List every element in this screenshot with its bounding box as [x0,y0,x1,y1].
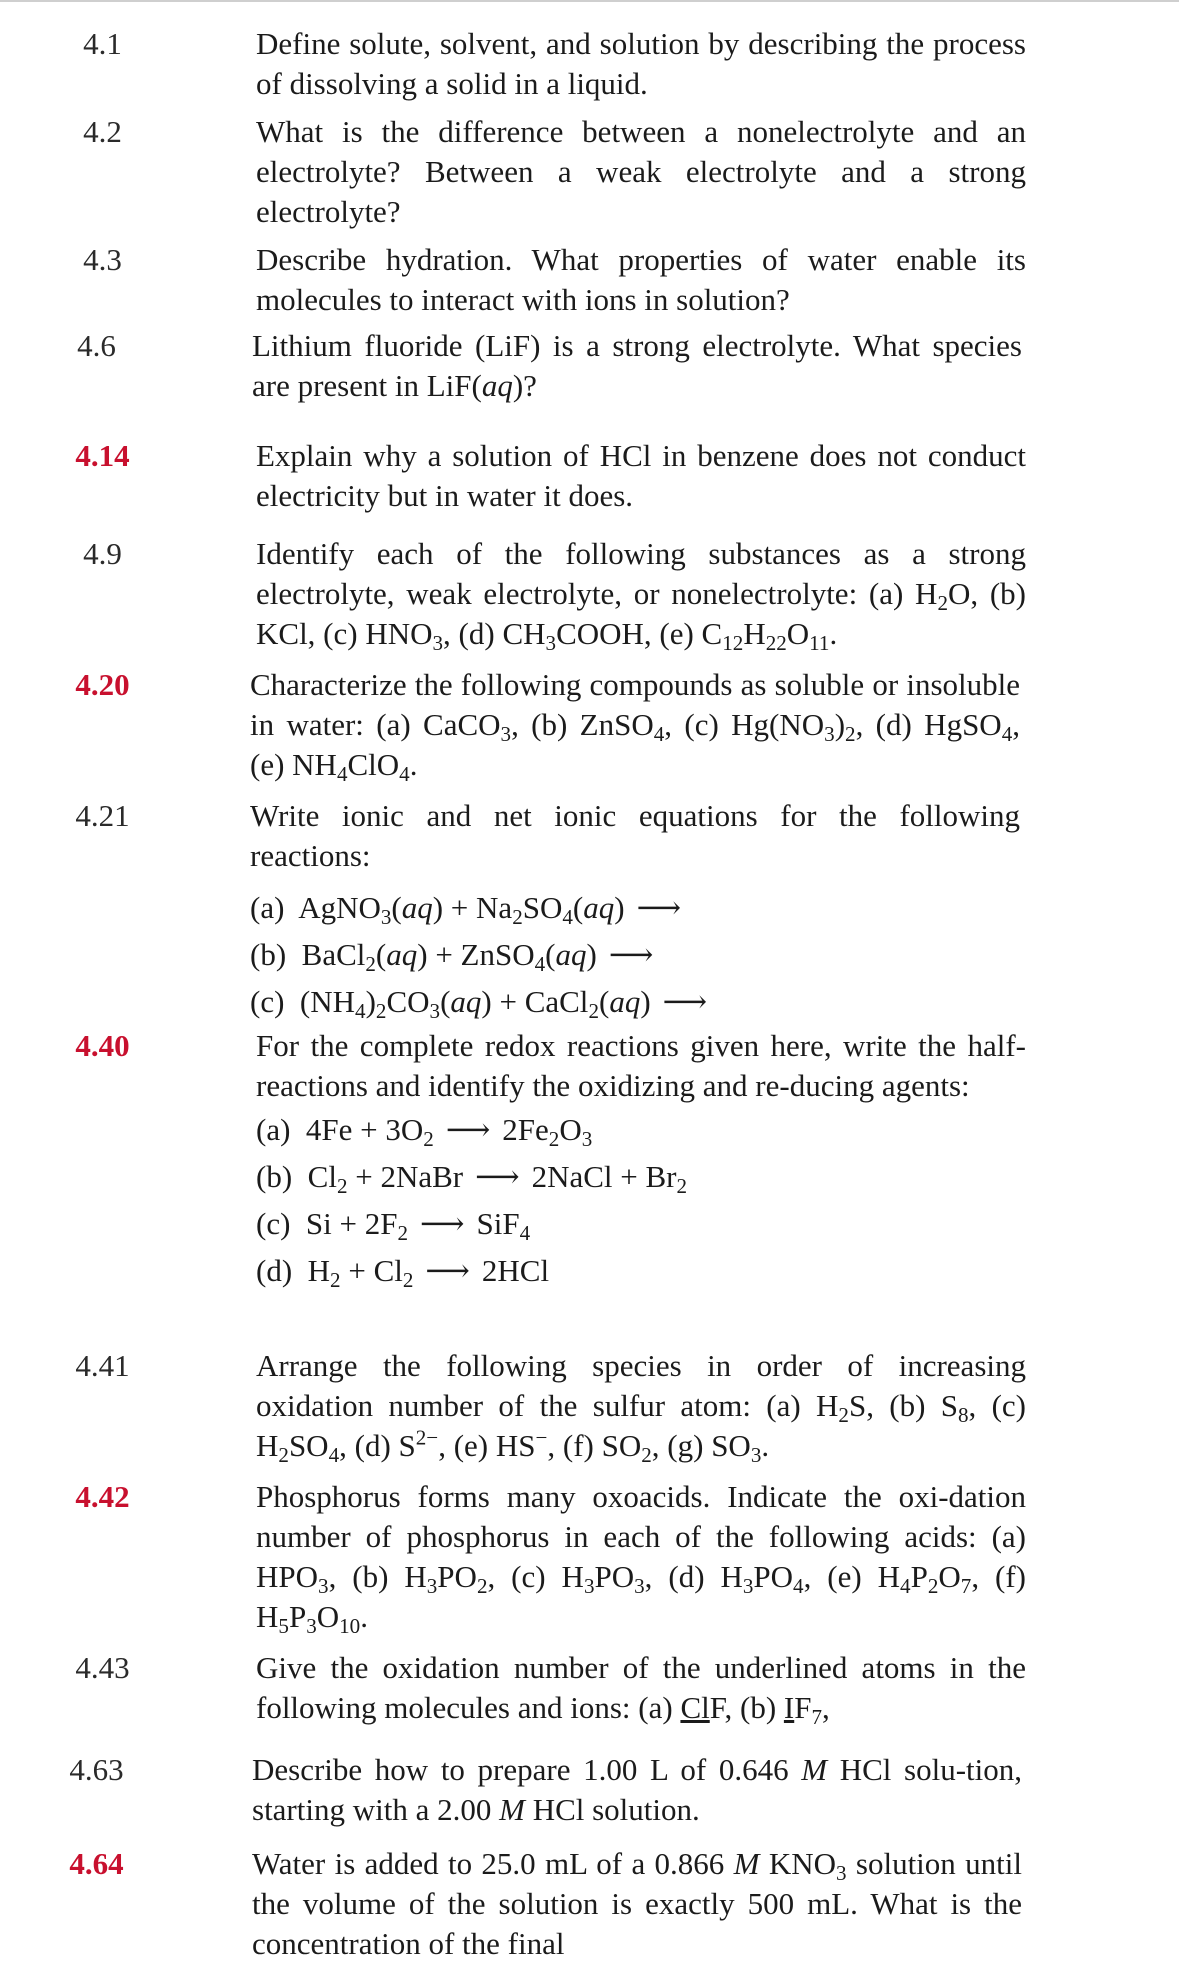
problem-number: 4.1 [83,26,122,61]
problem-number: 4.42 [75,1479,130,1514]
problem-number: 4.2 [83,114,122,149]
problem-number: 4.41 [75,1348,130,1383]
equation-b: (b) $Cl_2$ + 2NaBr ⟶ 2NaCl + $Br_2$ [256,1159,688,1198]
problem-text [256,1026,1026,1294]
problem-text: Water is added to 25.0 mL of a 0.866 M $KNO_3$ solution until the volume of the solution is exactly 500 mL. What is the concentration of the final [252,1846,1022,1961]
problem-text: Describe how to prepare 1.00 L of 0.646 M HCl solu-tion, starting with a 2.00 M HCl solution. [252,1752,1022,1827]
problem-number: 4.21 [75,798,130,833]
problem-text [250,796,1020,1025]
problem-number: 4.43 [75,1650,130,1685]
problem-number: 4.9 [83,536,122,571]
top-rule [0,0,1179,2]
problem-text: Lithium fluoride (LiF) is a strong electrolyte. What species are present in LiF(aq)? [252,328,1022,403]
problem-text: Arrange the following species in order of increasing oxidation number of the sulfur atom: (a) $H_2S$, (b) $S_8$, (c) $H_2SO_4$, (d) $S^{2-}$, (e) HS−, (f) $SO_2$, (g) $SO_3$. [256,1348,1027,1467]
equation-b: (b) BaCl$_2$(aq) + ZnSO$_4$(aq) ⟶ [250,937,654,976]
problem-text: What is the difference between a nonelectrolyte and an electrolyte? Between a weak electrolyte and a strong electrolyte? [256,114,1026,229]
equation-c: (c) $(NH_4)_2CO_3(aq)$ + CaCl$_2$(aq) ⟶ [250,984,708,1023]
problem-number: 4.6 [77,328,116,363]
problem-prompt: For the complete redox reactions given here, write the half-reactions and identify the oxidizing and re-ducing agents: [256,1028,1026,1103]
problem-text: Define solute, solvent, and solution by describing the process of dissolving a solid in a liquid. [256,26,1026,101]
problem-number: 4.20 [75,667,130,702]
problem-text: Give the oxidation number of the underlined atoms in the following molecules and ions: (a) ClF, (b) $IF_7$, [256,1650,1026,1729]
problem-text: Phosphorus forms many oxoacids. Indicate the oxi-dation number of phosphorus in each of the following acids: (a) $HPO_3$, (b) $H_3PO_2$, (c) $H_3PO_3$, (d) $H_3PO_4$, (e) $H_4P_2O_7$, (f) $H_5P_3O_{10}$. [256,1479,1026,1638]
equation-d: (d) $H_2 + Cl_2$ ⟶ 2HCl [256,1253,550,1292]
problem-number: 4.14 [75,438,130,473]
problem-text: Describe hydration. What properties of water enable its molecules to interact with ions in solution? [256,242,1026,317]
problem-text: Characterize the following compounds as soluble or insoluble in water: (a) CaCO$_3$, (b) ZnSO$_4$, (c) $Hg(NO_3)_2$, (d) HgSO$_4$, (e) $NH_4ClO_4$. [250,667,1020,786]
equation-a: (a) $4Fe + 3O_2$ ⟶ $2Fe_2O_3$ [256,1112,593,1151]
problem-number: 4.3 [83,242,122,277]
problem-text: Identify each of the following substances as a strong electrolyte, weak electrolyte, or nonelectrolyte: (a) $H_2O$, (b) KCl, (c) $HNO_3$, (d) $CH_3COOH$, (e) $C_{12}H_{22}O_{11}$. [256,536,1026,655]
problem-number: 4.64 [69,1846,124,1881]
equation-c: (c) $Si + 2F_2$ ⟶ SiF$_4$ [256,1206,531,1245]
problem-prompt: Write ionic and net ionic equations for the following reactions: [250,798,1020,873]
problem-number: 4.40 [75,1028,130,1063]
problem-text: Explain why a solution of HCl in benzene does not conduct electricity but in water it does. [256,438,1026,513]
equation-a: (a) AgNO$_3$(aq) + $Na_2SO_4(aq)$ ⟶ [250,890,682,929]
problem-number: 4.63 [69,1752,124,1787]
